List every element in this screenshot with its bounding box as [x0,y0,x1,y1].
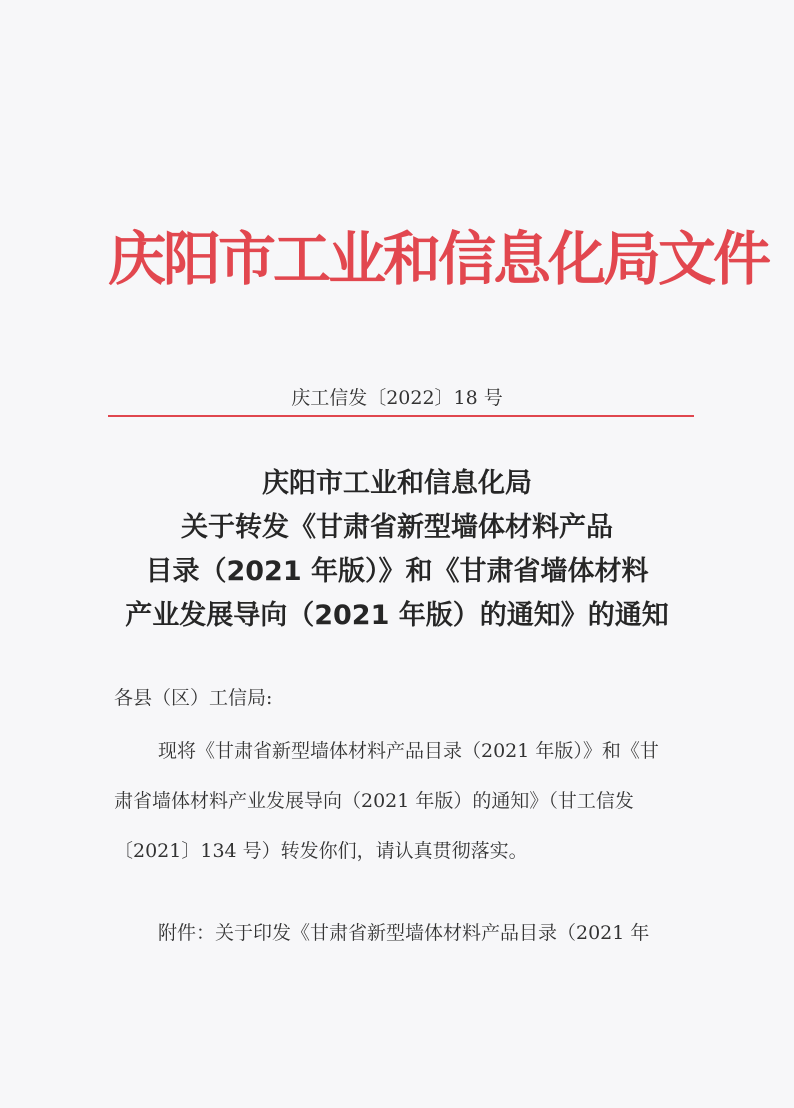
red-divider-line [108,415,694,417]
paragraph-line: 现将《甘肃省新型墙体材料产品目录（2021 年版）》和《甘 [158,740,659,762]
notice-title-line: 庆阳市工业和信息化局 [262,468,532,499]
issuer-title: 庆阳市工业和信息化局文件 [108,225,769,293]
notice-title-line: 关于转发《甘肃省新型墙体材料产品 [181,512,613,543]
attachment-line: 附件：关于印发《甘肃省新型墙体材料产品目录（2021 年 [158,922,650,944]
body-paragraph [114,726,704,876]
document-number: 庆工信发〔2022〕18 号 [291,387,503,409]
notice-title-line: 目录（2021 年版）》和《甘肃省墙体材料 [145,556,649,587]
salutation: 各县（区）工信局: [114,687,273,709]
notice-title [0,462,794,638]
notice-title-line: 产业发展导向（2021 年版）的通知》的通知 [125,600,669,631]
paragraph-line: 肃省墙体材料产业发展导向（2021 年版）的通知》（甘工信发 [114,790,634,812]
paragraph-line: 〔2021〕134 号）转发你们，请认真贯彻落实。 [114,840,528,862]
